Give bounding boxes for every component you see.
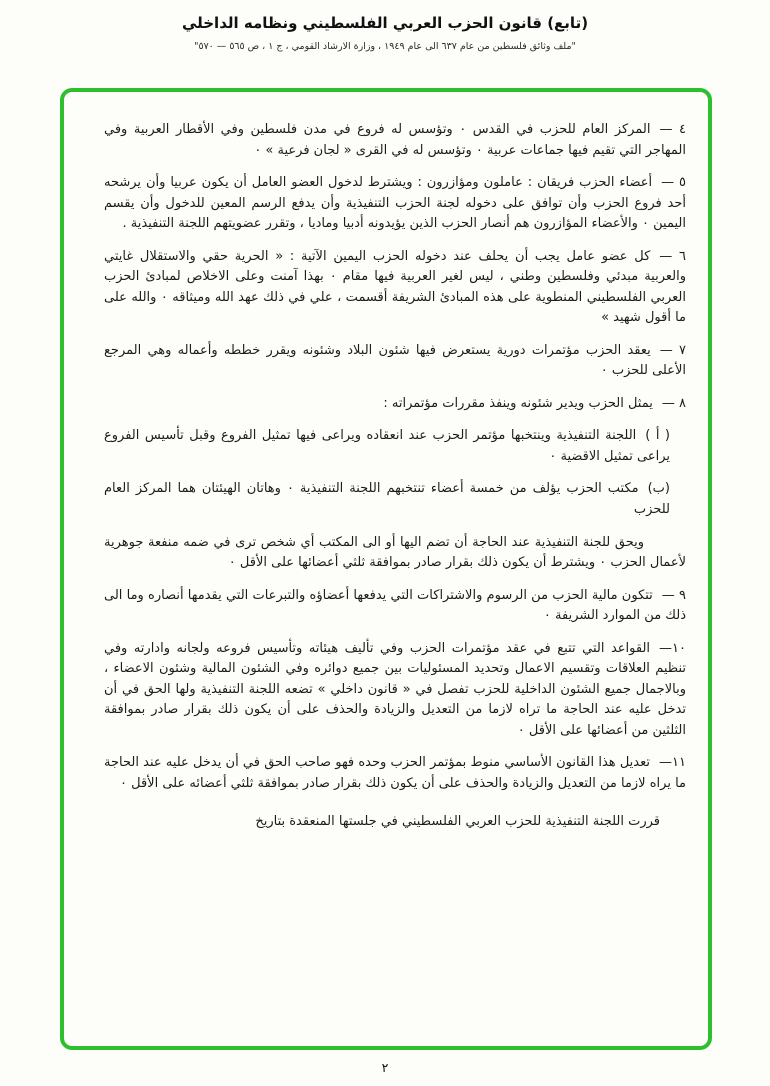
- list-item: [104, 341, 686, 382]
- item-number: ٨ —: [661, 395, 686, 411]
- closing-paragraph: [104, 812, 686, 833]
- item-text: يعقد الحزب مؤتمرات دورية يستعرض فيها شئون البلاد وشئونه ويقرر خططه وأعماله وهي المرجع الأعلى للحزب ٠: [104, 342, 686, 379]
- content-highlight-box: [60, 88, 712, 1050]
- list-item: [104, 586, 686, 627]
- list-item: [104, 639, 686, 742]
- item-number: ١٠—: [659, 640, 686, 656]
- list-subitem: [104, 426, 670, 467]
- item-number: ٧ —: [659, 342, 686, 358]
- item-text: يمثل الحزب ويدير شئونه وينفذ مقررات مؤتمراته :: [383, 395, 653, 411]
- item-number: ٦ —: [659, 248, 686, 264]
- item-number: ٩ —: [661, 587, 686, 603]
- list-item: [104, 173, 686, 235]
- item-number: ( أ ): [645, 428, 670, 444]
- item-text: تتكون مالية الحزب من الرسوم والاشتراكات التي يدفعها أعضاؤه والتبرعات التي يقدمها أنصاره وما الى ذلك من الموارد الشريفة ٠: [104, 587, 686, 624]
- item-text: المركز العام للحزب في القدس ٠ وتؤسس له فروع في مدن فلسطين وفي الأقطار العربية وفي المهاجر التي تقيم فيها جماعات عربية ٠ وتؤسس له في القرى « لجان فرعية » ٠: [104, 122, 686, 158]
- item-text: مكتب الحزب يؤلف من خمسة أعضاء تنتخبهم اللجنة التنفيذية ٠ وهاتان الهيئتان هما المركز العام للحزب: [104, 481, 670, 517]
- list-subitem: [104, 479, 670, 520]
- item-number: ٤ —: [659, 122, 686, 137]
- item-number: (ب): [647, 481, 670, 497]
- list-item: [104, 247, 686, 329]
- document-body: [64, 92, 708, 1046]
- list-item: [104, 753, 686, 794]
- item-text: القواعد التي تتبع في عقد مؤتمرات الحزب وفي تأليف هيئاته وتأسيس فروعه ولجانه وادارته وفي تنظيم العلاقات وتقسيم الاعمال وتحديد المسئوليات بين جميع دوائره وفي الشئون المالية وشئون الاعضاء ، وبالاجمال جميع الشئون الداخلية للحزب تفصل في « قانون داخلي » تضعه اللجنة التنفيذية ولها الحق في أن تدخل عليه عند الحاجة ما تراه لازما من التعديل والزيادة والحذف على أن يكون ذلك بقرار صادر بموافقة الثلثين من أعضائها على الأقل ٠: [104, 640, 686, 738]
- list-item: [104, 120, 686, 161]
- item-text: أعضاء الحزب فريقان : عاملون ومؤازرون : ويشترط لدخول العضو العامل أن يكون عربيا وأن يرشحه أحد فروع الحزب وأن توافق على دخوله لجنة الحزب التنفيذية وأن يدفع الرسم المعين للدخول وأن يقسم اليمين ٠ والأعضاء المؤازرون هم أنصار الحزب الذين يؤيدونه أدبيا وماديا ، وتقرر عضويتهم اللجنة التنفيذية .: [104, 175, 686, 232]
- item-number: ٥ —: [661, 175, 686, 191]
- document-header: [0, 14, 770, 52]
- page-footer: [0, 1057, 770, 1076]
- item-text: قررت اللجنة التنفيذية للحزب العربي الفلسطيني في جلستها المنعقدة بتاريخ: [255, 814, 660, 830]
- document-title: (تابع) قانون الحزب العربي الفلسطيني ونظامه الداخلي: [181, 14, 589, 32]
- list-item: [104, 394, 686, 415]
- document-subtitle: "ملف وثائق فلسطين من عام ٦٣٧ الى عام ١٩٤٩ ، وزارة الارشاد القومي ، ج ١ ، ص ٥٦٥ — ٥٧٠": [194, 41, 576, 52]
- item-text: كل عضو عامل يجب أن يحلف عند دخوله الحزب اليمين الآتية : « الحرية حقي والاستقلال غايتي والعربية مبدئي وفلسطين وطني ، ليس لغير العربية فيها مقام ٠ بهذا آمنت وعلى الاخلاص لمبادئ الحزب العربي الفلسطيني المنطوية على هذه المبادئ الشريفة أقسمت ، علي في ذلك عهد الله وميثاقه ٠ والله على ما أقول شهيد »: [104, 248, 686, 326]
- page-number: ٢: [381, 1060, 389, 1075]
- item-text: تعديل هذا القانون الأساسي منوط بمؤتمر الحزب وحده فهو صاحب الحق في أن يدخل عليه عند الحاجة ما يراه لازما من التعديل والزيادة والحذف على أن يكون ذلك بقرار صادر بموافقة ثلثي أعضائه على الأقل ٠: [104, 755, 686, 791]
- item-text: ويحق للجنة التنفيذية عند الحاجة أن تضم اليها أو الى المكتب أي شخص ترى في ضمه منفعة جوهرية لأعمال الحزب ٠ ويشترط أن يكون ذلك بقرار صادر بموافقة ثلثي أعضائها على الأقل ٠: [104, 534, 686, 571]
- item-number: ١١—: [659, 755, 686, 771]
- continuation-paragraph: [104, 533, 686, 574]
- item-text: اللجنة التنفيذية وينتخبها مؤتمر الحزب عند انعقاده ويراعى فيها تمثيل الفروع وقبل تأسيس الفروع يراعى تمثيل الاقضية ٠: [104, 428, 670, 464]
